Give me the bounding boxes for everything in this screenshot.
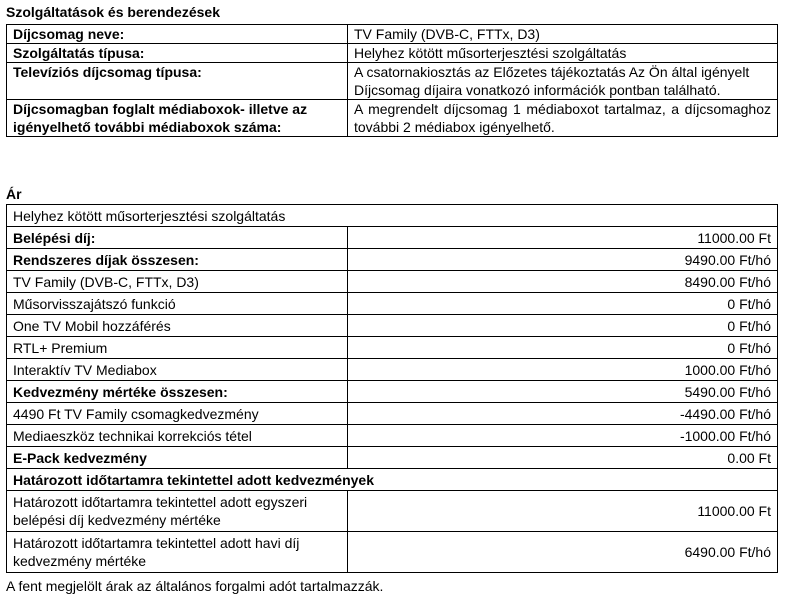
table-row <box>7 403 778 425</box>
table-row <box>7 63 778 100</box>
table-row <box>7 249 778 271</box>
table-row <box>7 359 778 381</box>
row-label: 4490 Ft TV Family csomagkedvezmény <box>7 403 348 425</box>
row-label: Szolgáltatás típusa: <box>7 44 348 63</box>
row-value: 6490.00 Ft/hó <box>348 532 778 573</box>
row-label: Határozott időtartamra tekintettel adott havi díj kedvezmény mértéke <box>7 532 348 573</box>
table-row <box>7 205 778 227</box>
row-label: Kedvezmény mértéke összesen: <box>7 381 348 403</box>
table-row <box>7 315 778 337</box>
row-label: Mediaeszköz technikai korrekciós tétel <box>7 425 348 447</box>
services-table <box>6 24 778 137</box>
row-label: Televíziós díjcsomag típusa: <box>7 63 348 100</box>
price-table <box>6 204 778 573</box>
row-value: A megrendelt díjcsomag 1 médiaboxot tartalmaz, a díjcsomaghoz további 2 médiabox igényelhető. <box>348 100 778 137</box>
discounts-subheader: Határozott időtartamra tekintettel adott kedvezmények <box>7 469 778 491</box>
table-row <box>7 447 778 469</box>
table-row <box>7 25 778 44</box>
price-table-header: Helyhez kötött műsorterjesztési szolgáltatás <box>7 205 778 227</box>
row-value: 0 Ft/hó <box>348 315 778 337</box>
table-row <box>7 227 778 249</box>
section-title-services: Szolgáltatások és berendezések <box>6 4 220 20</box>
row-label: Díjcsomag neve: <box>7 25 348 44</box>
row-label: RTL+ Premium <box>7 337 348 359</box>
row-value: -1000.00 Ft/hó <box>348 425 778 447</box>
row-label: TV Family (DVB-C, FTTx, D3) <box>7 271 348 293</box>
table-row <box>7 271 778 293</box>
table-row <box>7 293 778 315</box>
table-row <box>7 491 778 532</box>
row-value: 11000.00 Ft <box>348 491 778 532</box>
footnote: A fent megjelölt árak az általános forgalmi adót tartalmazzák. <box>6 578 384 594</box>
row-label: Interaktív TV Mediabox <box>7 359 348 381</box>
row-value: -4490.00 Ft/hó <box>348 403 778 425</box>
row-value: 9490.00 Ft/hó <box>348 249 778 271</box>
row-label: Műsorvisszajátszó funkció <box>7 293 348 315</box>
row-label: One TV Mobil hozzáférés <box>7 315 348 337</box>
row-label: Rendszeres díjak összesen: <box>7 249 348 271</box>
table-row <box>7 44 778 63</box>
table-row <box>7 532 778 573</box>
row-value: 5490.00 Ft/hó <box>348 381 778 403</box>
section-title-price: Ár <box>6 186 22 202</box>
row-value: TV Family (DVB-C, FTTx, D3) <box>348 25 778 44</box>
row-value: 0 Ft/hó <box>348 293 778 315</box>
table-row <box>7 100 778 137</box>
row-value: 0.00 Ft <box>348 447 778 469</box>
row-value: 8490.00 Ft/hó <box>348 271 778 293</box>
row-label: Díjcsomagban foglalt médiaboxok- illetve az igényelhető további médiaboxok száma: <box>7 100 348 137</box>
row-value: 0 Ft/hó <box>348 337 778 359</box>
row-value: 1000.00 Ft/hó <box>348 359 778 381</box>
table-row <box>7 425 778 447</box>
row-label: Határozott időtartamra tekintettel adott egyszeri belépési díj kedvezmény mértéke <box>7 491 348 532</box>
row-value: 11000.00 Ft <box>348 227 778 249</box>
row-label: E-Pack kedvezmény <box>7 447 348 469</box>
row-value: Helyhez kötött műsorterjesztési szolgáltatás <box>348 44 778 63</box>
table-row <box>7 381 778 403</box>
row-label: Belépési díj: <box>7 227 348 249</box>
table-row <box>7 469 778 491</box>
row-value: A csatornakiosztás az Előzetes tájékoztatás Az Ön által igényelt Díjcsomag díjaira vonatkozó információk pontban található. <box>348 63 778 100</box>
table-row <box>7 337 778 359</box>
